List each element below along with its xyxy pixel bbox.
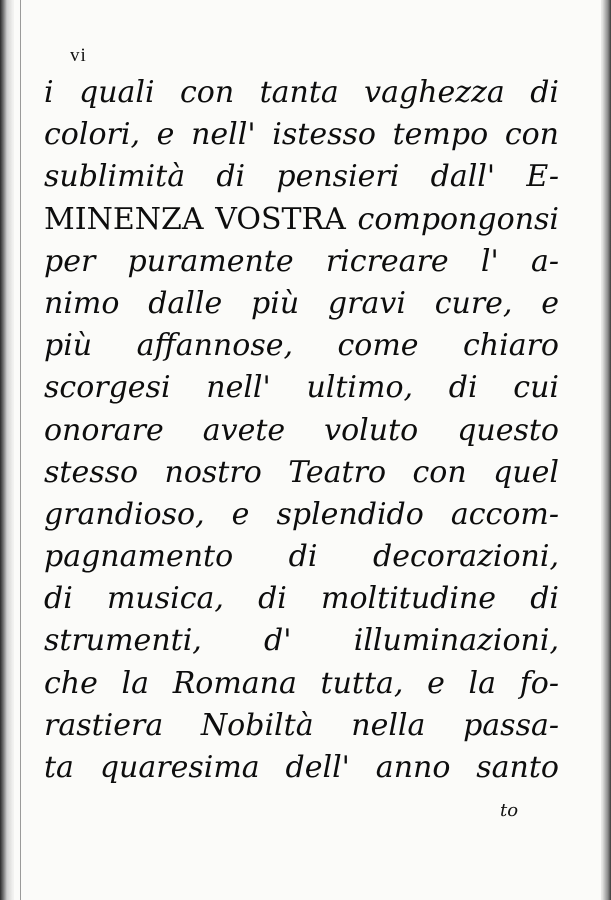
text-line: rastiera Nobiltà nella passa- [44,707,559,743]
body-text [44,72,559,789]
text-line: di musica, di moltitudine di [44,581,559,617]
gutter-rule [20,0,21,900]
text-line: grandioso, e splendido accom- [44,496,559,532]
catchword: to [500,800,519,821]
text-line: che la Romana tutta, e la fo- [44,665,559,701]
text-line: onorare avete voluto questo [44,412,559,448]
text-line: pagnamento di decorazioni, [44,539,559,575]
text-line: stesso nostro Teatro con quel [44,454,559,490]
text-line: colori, e nell' istesso tempo con [44,117,559,153]
binding-gutter [0,0,14,900]
text-line: scorgesi nell' ultimo, di cui [44,370,559,406]
text-line: i quali con tanta vaghezza di [44,75,559,110]
text-line: più affannose, come chiaro [44,328,559,364]
text-line: per puramente ricreare l' a- [44,243,559,279]
text-line: ta quaresima dell' anno santo [44,750,559,785]
text-line: nimo dalle più gravi cure, e [44,285,559,321]
text-line: strumenti, d' illuminazioni, [44,623,559,659]
text-line: sublimità di pensieri dall' E- [44,159,559,195]
page-edge [601,0,611,900]
page-number: vi [70,45,87,66]
text-line-smallcaps: MINENZA VOSTRA compongonsi [44,201,560,237]
